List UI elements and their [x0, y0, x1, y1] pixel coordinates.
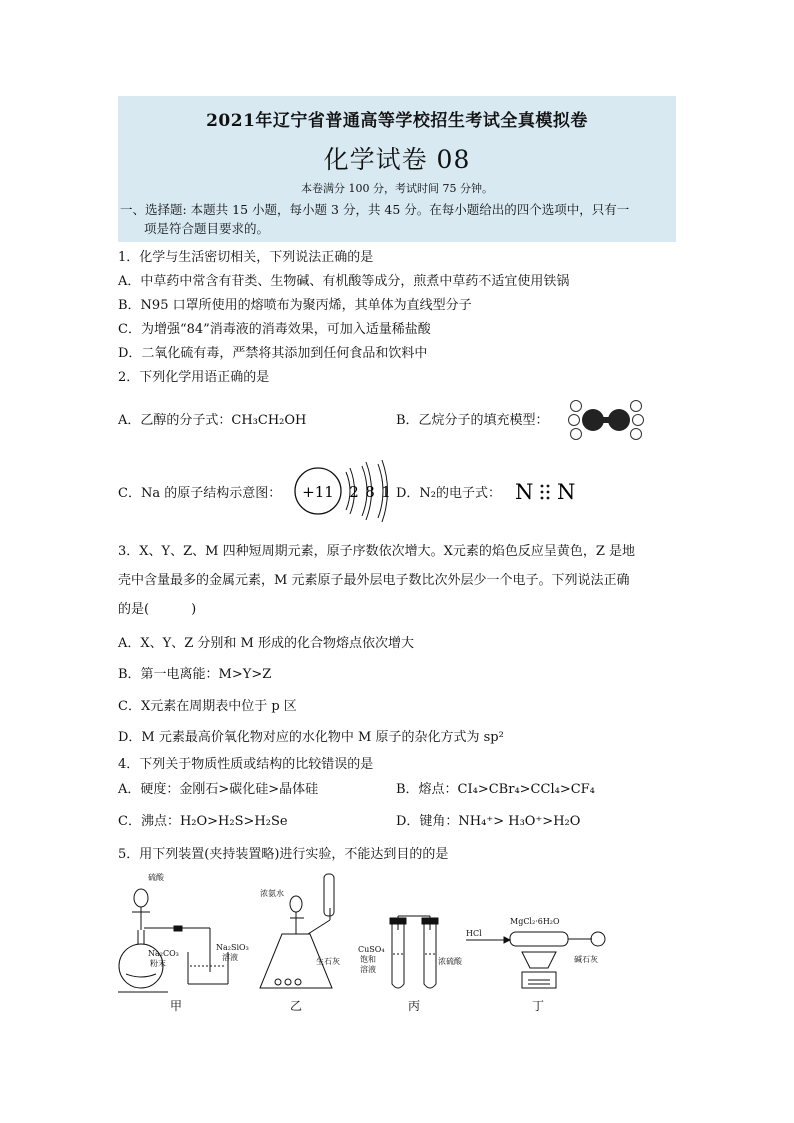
q4-option-b: B．熔点：CI₄>CBr₄>CCl₄>CF₄	[396, 782, 595, 797]
q3-option-d: D．M 元素最高价氧化物对应的水化物中 M 原子的杂化方式为 sp²	[118, 730, 504, 745]
q2-option-d: D．N₂的电子式：	[396, 486, 502, 501]
na-shell-2: 8	[365, 483, 375, 501]
na-shell-1: 2	[349, 483, 359, 501]
n2-left-atom: N	[515, 480, 534, 504]
q1-option-a: A．中草药中常含有苷类、生物碱、有机酸等成分，煎煮中草药不适宜使用铁锅	[118, 274, 570, 289]
jia-powder-label-1: Na₂CO₃	[148, 949, 179, 958]
q3-stem-line-3a: 的是(	[118, 602, 150, 617]
bing-acid-label: 浓硫酸	[438, 957, 462, 966]
q1-option-d: D．二氧化硫有毒，严禁将其添加到任何食品和饮料中	[118, 346, 428, 361]
q3-stem-line-3	[118, 595, 676, 624]
na-nucleus-charge: +11	[302, 483, 334, 501]
q2-option-b: B．乙烷分子的填充模型：	[396, 413, 549, 428]
q3-stem-line-3b: )	[191, 602, 197, 617]
ding-gas-label: HCl	[466, 929, 482, 938]
section-line-1: 一、选择题: 本题共 15 小题，每小题 3 分，共 45 分。在每小题给出的四个选项中，只有一	[120, 202, 630, 217]
q4-option-a: A．硬度：金刚石>碳化硅>晶体硅	[118, 782, 319, 797]
q3-option-a: A．X、Y、Z 分别和 M 形成的化合物熔点依次增大	[118, 636, 414, 651]
exam-header	[118, 96, 676, 242]
ding-salt-label: MgCl₂·6H₂O	[510, 917, 560, 926]
label-ding: 丁	[532, 999, 545, 1013]
yi-lime-label: 生石灰	[316, 957, 340, 966]
q2-stem: 2．下列化学用语正确的是	[118, 370, 270, 385]
q4-option-c: C．沸点：H₂O>H₂S>H₂Se	[118, 814, 288, 829]
q3-stem	[118, 537, 676, 624]
q1-stem: 1．化学与生活密切相关，下列说法正确的是	[118, 250, 374, 265]
apparatus-figure	[118, 868, 618, 1014]
q2-option-c: C．Na 的原子结构示意图：	[118, 486, 282, 501]
label-yi: 乙	[290, 999, 303, 1013]
q4-stem: 4．下列关于物质性质或结构的比较错误的是	[118, 757, 374, 772]
apparatus-jia	[118, 889, 228, 992]
na-shell-3: 1	[381, 483, 391, 501]
n2-electron-formula	[512, 476, 578, 506]
bing-cuso4-label-3: 溶液	[360, 965, 376, 974]
q2-option-a: A．乙醇的分子式：CH₃CH₂OH	[118, 413, 307, 428]
q5-stem: 5．用下列装置(夹持装置略)进行实验，不能达到目的的是	[118, 847, 449, 862]
section-instructions	[120, 200, 676, 238]
q1-option-b: B．N95 口罩所使用的熔喷布为聚丙烯，其单体为直线型分子	[118, 298, 472, 313]
q3-option-c: C．X元素在周期表中位于 p 区	[118, 699, 297, 714]
label-bing: 丙	[408, 999, 421, 1013]
n2-right-atom: N	[557, 480, 576, 504]
q3-option-b: B．第一电离能：M>Y>Z	[118, 667, 272, 682]
na-atomic-structure-diagram	[290, 458, 396, 524]
jia-acid-label: 硫酸	[148, 873, 164, 882]
label-jia: 甲	[170, 999, 183, 1013]
bing-cuso4-label-2: 饱和	[360, 955, 376, 964]
exam-subtitle: 化学试卷 08	[323, 145, 471, 174]
jia-powder-label-2: 粉末	[150, 959, 166, 968]
exam-title: 2021年辽宁省普通高等学校招生考试全真模拟卷	[206, 111, 588, 131]
jia-solution-label-1: Na₂SiO₃	[216, 943, 249, 952]
apparatus-bing	[390, 916, 438, 988]
ethane-space-filling-model	[560, 396, 652, 444]
exam-info: 本卷满分 100 分，考试时间 75 分钟。	[301, 182, 493, 195]
q3-stem-line-2: 壳中含量最多的金属元素，M 元素原子最外层电子数比次外层少一个电子。下列说法正确	[118, 573, 630, 588]
ding-lime-label: 碱石灰	[574, 955, 598, 964]
yi-ammonia-label: 浓氨水	[260, 889, 284, 898]
jia-solution-label-2: 溶液	[222, 953, 238, 962]
q1-option-c: C．为增强“84”消毒液的消毒效果，可加入适量稀盐酸	[118, 322, 431, 337]
bing-cuso4-label-1: CuSO₄	[358, 945, 385, 954]
q3-stem-line-1: 3．X、Y、Z、M 四种短周期元素，原子序数依次增大。X元素的焰色反应呈黄色，Z 是地	[118, 544, 636, 559]
section-line-2: 项是符合题目要求的。	[144, 221, 270, 236]
q4-option-d: D．键角：NH₄⁺> H₃O⁺>H₂O	[396, 814, 581, 829]
